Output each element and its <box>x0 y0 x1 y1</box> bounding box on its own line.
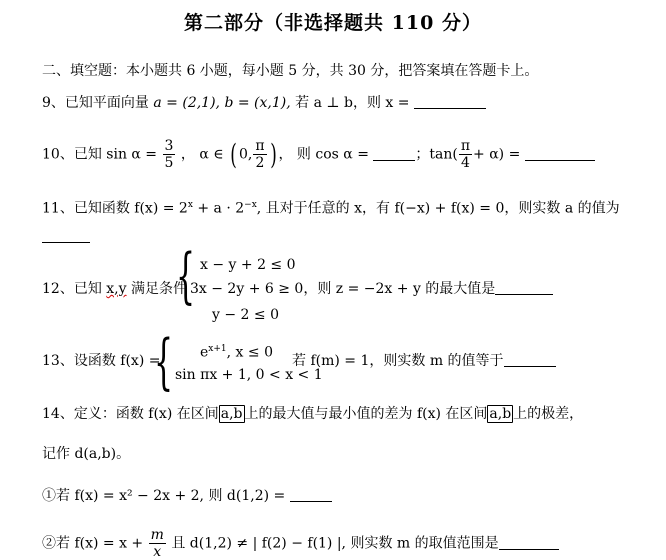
q14-interval-1: a,b <box>220 406 243 422</box>
q10-paren-open: ( <box>230 137 237 171</box>
q14-part1-blank[interactable] <box>290 487 332 502</box>
question-14-line1 <box>42 405 583 423</box>
q14-part2-text: 且 d(1,2) ≠ | f(2) − f(1) |, 则实数 m 的取值范围是 <box>166 535 499 552</box>
q10-tan: ；tan( <box>415 146 458 163</box>
question-14-part2 <box>42 527 559 560</box>
q10-four: 4 <box>460 155 470 171</box>
question-14-line2: 记作 d(a,b)。 <box>42 446 131 462</box>
question-9 <box>42 94 486 112</box>
q12-answer-blank[interactable] <box>495 280 553 295</box>
q12-brace: { <box>176 241 196 311</box>
q10-tail: + α) = <box>473 146 525 163</box>
q9-condition: 若 a ⊥ b，则 x = <box>290 95 414 111</box>
question-13 <box>42 352 160 370</box>
q11-mid: + a · 2 <box>192 200 245 217</box>
q10-paren-close: ) <box>269 137 277 171</box>
q13-post <box>292 352 556 370</box>
q14-l1a: 定义：函数 f(x) 在区间 <box>73 406 219 422</box>
q9-answer-blank[interactable] <box>414 94 486 109</box>
q12-constraint-2-text: 3x − 2y + 6 ≥ 0，则 z = −2x + y 的最大值是 <box>190 281 496 297</box>
question-11 <box>42 196 620 218</box>
q10-cos: ， 则 cos α = <box>278 146 374 163</box>
q11-text: 已知函数 f(x) = 2 <box>73 200 188 217</box>
q11-rest: , 且对于任意的 x，有 f(−x) + f(x) = 0，则实数 a 的值为 <box>256 200 620 217</box>
q9-vectors: a = (2,1), b = (x,1), <box>153 95 291 111</box>
q13-number: 13、 <box>42 353 74 369</box>
q10-frac-num: 3 <box>164 138 174 154</box>
q10-pi: π <box>255 138 265 154</box>
q10-zero: 0, <box>238 146 253 163</box>
q13-answer-blank[interactable] <box>504 352 556 367</box>
q13-case-2: sin πx + 1, 0 < x < 1 <box>175 367 323 383</box>
section-title: 第二部分（非选择题共 110 分） <box>184 12 482 34</box>
q9-number: 9、 <box>42 95 65 111</box>
q10-pre: 已知 sin α = <box>73 146 162 163</box>
q13-e-exp: x+1 <box>208 344 227 354</box>
q10-pi2: π <box>460 138 471 154</box>
q11-sup1: x <box>187 200 193 210</box>
q10-tan-blank[interactable] <box>525 146 595 161</box>
q13-e: e <box>200 344 209 361</box>
q12-constraint-3: y − 2 ≤ 0 <box>212 307 279 323</box>
q11-answer-blank[interactable] <box>42 228 90 243</box>
q10-pi-half <box>253 138 266 171</box>
question-14-part1 <box>42 487 332 505</box>
q12-pre: 已知 <box>73 281 107 297</box>
q11-answer-line <box>42 228 90 246</box>
q14-part1-text: ①若 f(x) = x² − 2x + 2, 则 d(1,2) = <box>42 488 290 504</box>
question-12 <box>42 280 187 298</box>
q12-xy: x,y <box>106 281 127 297</box>
q13-pre: 设函数 f(x) = <box>73 353 161 369</box>
q10-cos-blank[interactable] <box>373 146 415 161</box>
q13-brace: { <box>154 327 174 397</box>
q10-fraction <box>163 138 176 171</box>
q10-pi-quarter <box>459 138 472 171</box>
q10-frac-den: 5 <box>164 155 174 171</box>
q14-number: 14、 <box>42 406 74 422</box>
q13-case-1 <box>200 340 273 362</box>
q13-case-1-cond: , x ≤ 0 <box>226 344 273 361</box>
q14-part2-pre: ②若 f(x) = x + <box>42 535 148 552</box>
q12-constraint-2 <box>190 280 553 298</box>
q12-constraint-1: x − y + 2 ≤ 0 <box>200 257 296 273</box>
q9-text: 已知平面向量 <box>64 95 149 111</box>
q14-part2-blank[interactable] <box>499 535 559 550</box>
q11-number: 11、 <box>42 200 74 217</box>
q10-mid: ， α ∈ <box>180 146 229 163</box>
q12-number: 12、 <box>42 281 74 297</box>
question-10 <box>42 138 595 171</box>
q14-m: m <box>150 527 164 543</box>
q14-m-over-x <box>149 527 166 560</box>
q10-two: 2 <box>255 155 265 171</box>
q14-x: x <box>153 544 162 560</box>
q11-sup2: −x <box>244 200 257 210</box>
q14-interval-2: a,b <box>489 406 512 422</box>
q12-cond: 满足条件 <box>126 281 187 297</box>
q13-post-text: 若 f(m) = 1，则实数 m 的值等于 <box>292 353 504 369</box>
q14-l1b: 上的最大值与最小值的差为 f(x) 在区间 <box>244 406 488 422</box>
q14-l1c: 上的极差， <box>513 406 584 422</box>
q10-number: 10、 <box>42 146 74 163</box>
section-instructions: 二、填空题：本小题共 6 小题，每小题 5 分，共 30 分，把答案填在答题卡上。 <box>42 63 539 79</box>
